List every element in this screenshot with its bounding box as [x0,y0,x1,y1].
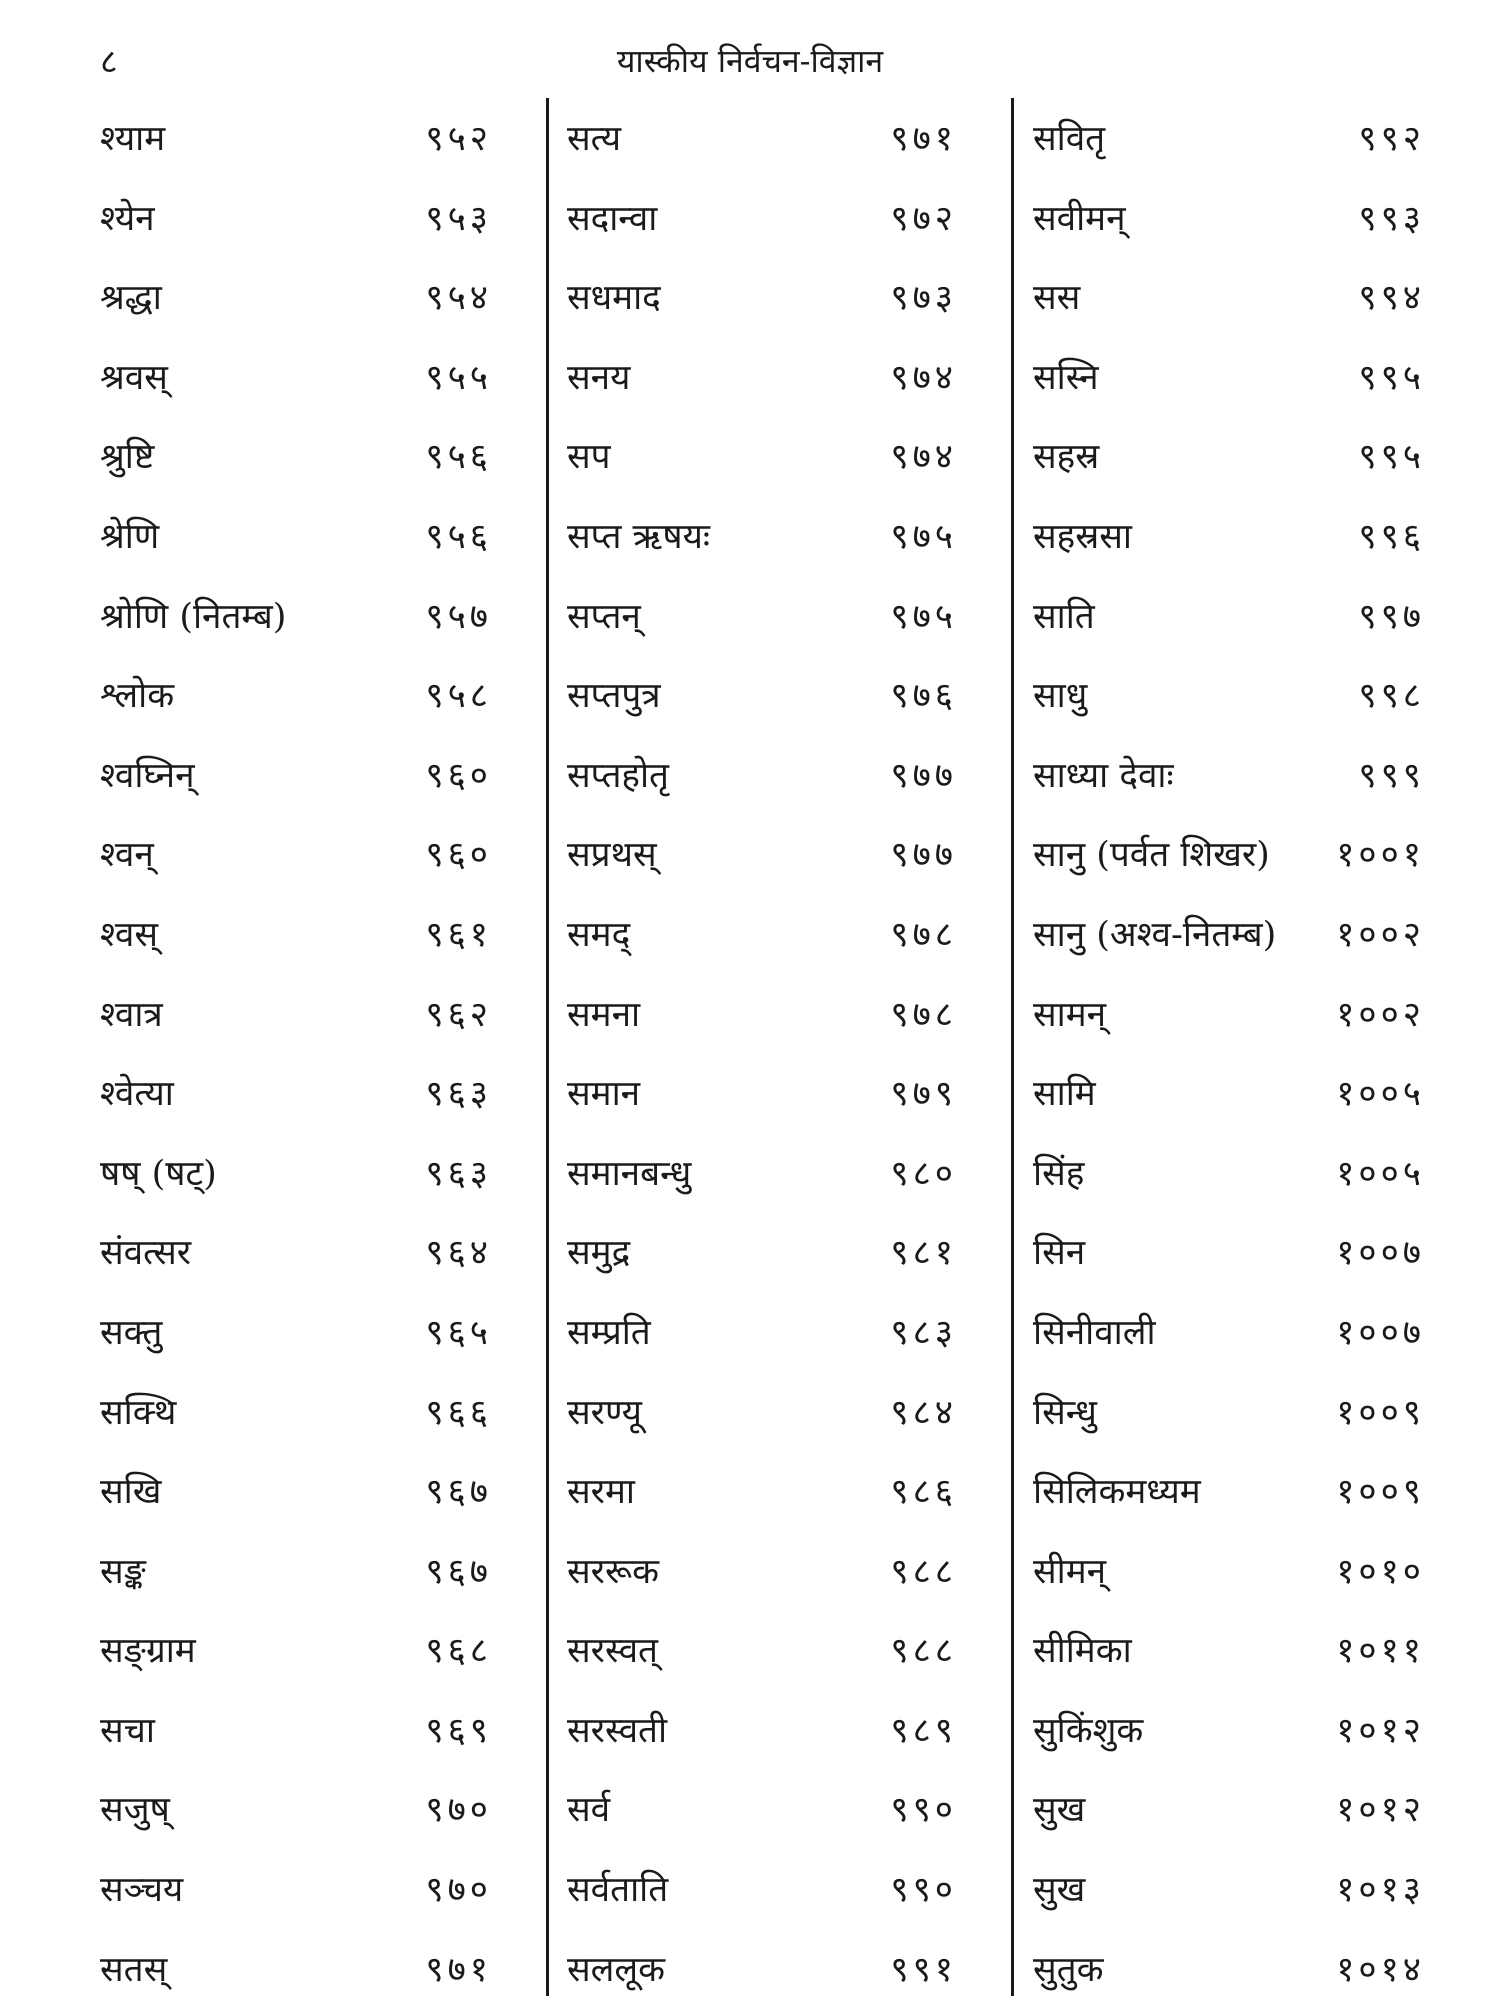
index-entry [100,1214,492,1294]
entry-term: सत्य [567,119,622,159]
index-entry [567,180,957,260]
entry-page-number: १०१२ [1336,1790,1425,1831]
index-entry [567,1294,957,1374]
index-entry [567,816,957,896]
index-entry [567,1931,957,2010]
column-divider-2 [1011,98,1014,1996]
entry-page-number: १०११ [1336,1631,1425,1672]
entry-page-number: ९९७ [1358,596,1425,637]
entry-page-number: ९७४ [890,437,957,478]
entry-page-number: १००५ [1336,1153,1425,1194]
entry-term: श्येन [100,198,155,239]
entry-page-number: ९७१ [425,1949,492,1990]
index-entry [1033,816,1425,896]
index-entry [100,1374,492,1454]
entry-term: समानबन्धु [567,1153,692,1194]
entry-page-number: ९७३ [890,278,957,319]
index-entry [567,1612,957,1692]
entry-term: संवत्सर [100,1233,192,1274]
entry-page-number: ९७९ [890,1074,957,1115]
entry-term: सञ्चय [100,1870,184,1911]
index-entry [100,1055,492,1135]
entry-page-number: ९६६ [425,1392,492,1433]
entry-page-number: १००९ [1336,1392,1425,1433]
entry-term: सस्नि [1033,357,1099,398]
entry-page-number: ९९३ [1358,198,1425,239]
entry-page-number: ९६३ [425,1074,492,1115]
entry-term: सुख [1033,1870,1086,1911]
index-entry [100,259,492,339]
entry-term: सामन् [1033,994,1107,1035]
entry-term: सीमिका [1033,1631,1132,1672]
entry-page-number: ९७५ [890,596,957,637]
index-entry [100,657,492,737]
entry-page-number: ९५७ [425,596,492,637]
entry-page-number: ९८० [890,1153,957,1194]
entry-term: सुख [1033,1790,1086,1831]
entry-term: सररूक [567,1551,660,1592]
entry-term: श्रुष्टि [100,437,155,478]
entry-term: श्याम [100,119,166,159]
index-entry [100,1453,492,1533]
entry-term: सखि [100,1472,162,1513]
entry-term: समना [567,994,641,1035]
index-column-3 [1033,100,1425,2010]
index-entry [567,657,957,737]
index-column-2 [567,100,957,2010]
entry-term: समद् [567,914,631,955]
entry-term: सजुष् [100,1790,170,1831]
entry-term: श्रद्धा [100,278,162,319]
index-entry [567,896,957,976]
entry-term: सरण्यू [567,1392,642,1433]
entry-page-number: ९९५ [1358,437,1425,478]
entry-term: श्वेत्या [100,1074,174,1115]
entry-term: साधु [1033,676,1088,717]
entry-page-number: ९७१ [890,119,957,159]
entry-page-number: ९५३ [425,198,492,239]
index-entry [100,1692,492,1772]
entry-page-number: ९६० [425,755,492,796]
index-entry [100,1533,492,1613]
index-entry [1033,1453,1425,1533]
entry-term: सप्त ऋषयः [567,516,710,557]
entry-page-number: ९६२ [425,994,492,1035]
entry-term: सीमन् [1033,1551,1107,1592]
entry-term: सचा [100,1710,155,1751]
running-title: यास्कीय निर्वचन-विज्ञान [616,42,884,80]
entry-page-number: ९८९ [890,1710,957,1751]
entry-term: साति [1033,596,1095,637]
index-entry [100,418,492,498]
index-entry [100,339,492,419]
entry-page-number: ९९४ [1358,278,1425,319]
entry-term: सप्तपुत्र [567,676,661,717]
entry-page-number: ९७७ [890,755,957,796]
entry-page-number: ९७० [425,1870,492,1911]
entry-term: सानु (अश्व-नितम्ब) [1033,914,1277,955]
index-entry [1033,1771,1425,1851]
entry-page-number: ९९२ [1358,119,1425,159]
entry-page-number: १०१० [1336,1551,1425,1592]
index-entry [567,1692,957,1772]
entry-page-number: ९९५ [1358,357,1425,398]
index-entry [100,498,492,578]
entry-term: सम्प्रति [567,1312,651,1353]
index-entry [1033,1692,1425,1772]
entry-page-number: ९९९ [1358,755,1425,796]
index-entry [100,100,492,180]
index-entry [1033,1851,1425,1931]
column-divider-1 [546,98,549,1996]
entry-page-number: ९६० [425,835,492,876]
entry-page-number: ९५६ [425,437,492,478]
index-entry [567,1533,957,1613]
entry-term: सरमा [567,1472,635,1513]
entry-page-number: १०१२ [1336,1710,1425,1751]
entry-term: सस [1033,278,1081,319]
entry-term: सहस्र [1033,437,1100,478]
index-entry [100,578,492,658]
entry-page-number: ९८८ [890,1551,957,1592]
entry-page-number: ९५८ [425,676,492,717]
entry-term: सिलिकमध्यम [1033,1472,1201,1513]
entry-page-number: ९५५ [425,357,492,398]
entry-page-number: १००१ [1336,835,1425,876]
index-entry [100,1851,492,1931]
index-column-1 [100,100,492,2010]
entry-term: सहस्रसा [1033,516,1132,557]
index-entry [1033,657,1425,737]
index-entry [100,1771,492,1851]
index-entry [567,737,957,817]
index-entry [1033,1533,1425,1613]
index-entry [1033,1612,1425,1692]
index-entry [567,1453,957,1533]
index-entry [1033,498,1425,578]
index-entry [100,1931,492,2010]
entry-page-number: ९७० [425,1790,492,1831]
index-entry [567,1214,957,1294]
page-number: ८ [100,42,118,82]
index-entry [100,1612,492,1692]
entry-term: श्लोक [100,676,175,717]
entry-page-number: ९६४ [425,1233,492,1274]
entry-term: श्वात्र [100,994,163,1035]
entry-page-number: ९९१ [890,1949,957,1990]
entry-term: समुद्र [567,1233,631,1274]
index-entry [567,1055,957,1135]
index-entry [100,180,492,260]
entry-page-number: ९६८ [425,1631,492,1672]
index-entry [1033,737,1425,817]
entry-page-number: ९६९ [425,1710,492,1751]
entry-page-number: ९९० [890,1870,957,1911]
entry-term: श्रोणि (नितम्ब) [100,596,287,637]
entry-term: सामि [1033,1074,1096,1115]
index-entry [567,339,957,419]
entry-term: श्रवस् [100,357,168,398]
entry-page-number: ९५२ [425,119,492,159]
index-entry [567,1374,957,1454]
index-entry [567,1771,957,1851]
entry-term: सानु (पर्वत शिखर) [1033,835,1270,876]
entry-term: सवितृ [1033,119,1106,159]
entry-page-number: ९८६ [890,1472,957,1513]
entry-term: सुकिंशुक [1033,1710,1144,1751]
index-entry [1033,1374,1425,1454]
entry-term: सप [567,437,611,478]
entry-term: सर्व [567,1790,611,1831]
index-entry [1033,1214,1425,1294]
entry-page-number: १०१४ [1336,1949,1425,1990]
entry-page-number: ९८१ [890,1233,957,1274]
entry-page-number: ९६३ [425,1153,492,1194]
entry-page-number: १००२ [1336,914,1425,955]
entry-term: सतस् [100,1949,168,1990]
entry-page-number: ९८३ [890,1312,957,1353]
index-entry [1033,180,1425,260]
entry-page-number: ९६५ [425,1312,492,1353]
index-entry [1033,578,1425,658]
index-entry [567,1851,957,1931]
index-entry [567,498,957,578]
entry-term: सवीमन् [1033,198,1126,239]
entry-page-number: ९७२ [890,198,957,239]
entry-term: श्वस् [100,914,158,955]
entry-term: सङ्ग्राम [100,1631,196,1672]
entry-term: साध्या देवाः [1033,755,1174,796]
index-entry [1033,976,1425,1056]
entry-term: सङ्क [100,1551,146,1592]
entry-term: सर्वताति [567,1870,669,1911]
entry-term: सप्तन् [567,596,641,637]
entry-term: समान [567,1074,641,1115]
entry-page-number: ९९६ [1358,516,1425,557]
index-entry [100,896,492,976]
entry-page-number: ९६७ [425,1472,492,1513]
index-entry [567,976,957,1056]
entry-term: सक्थि [100,1392,177,1433]
entry-term: सप्तहोतृ [567,755,669,796]
index-entry [567,418,957,498]
entry-page-number: ९७८ [890,914,957,955]
index-entry [1033,418,1425,498]
entry-page-number: ९९० [890,1790,957,1831]
index-entry [1033,1931,1425,2010]
entry-term: सनय [567,357,631,398]
index-entry [1033,259,1425,339]
index-entry [1033,100,1425,180]
index-entry [1033,1294,1425,1374]
index-entry [567,578,957,658]
entry-page-number: १००७ [1336,1312,1425,1353]
entry-term: सरस्वत् [567,1631,659,1672]
entry-page-number: ९७७ [890,835,957,876]
entry-page-number: ९७४ [890,357,957,398]
entry-term: सिन्धु [1033,1392,1097,1433]
index-entry [100,1294,492,1374]
entry-page-number: ९६१ [425,914,492,955]
index-entry [100,976,492,1056]
entry-term: सधमाद [567,278,661,319]
entry-page-number: १००७ [1336,1233,1425,1274]
index-entry [1033,1135,1425,1215]
entry-page-number: ९६७ [425,1551,492,1592]
entry-page-number: ९७५ [890,516,957,557]
entry-page-number: ९८८ [890,1631,957,1672]
entry-page-number: ९५४ [425,278,492,319]
entry-page-number: ९८४ [890,1392,957,1433]
index-entry [100,737,492,817]
entry-term: सदान्वा [567,198,658,239]
entry-term: सिन [1033,1233,1086,1274]
entry-page-number: ९९८ [1358,676,1425,717]
entry-page-number: १००९ [1336,1472,1425,1513]
entry-page-number: ९७८ [890,994,957,1035]
index-entry [100,1135,492,1215]
index-entry [1033,339,1425,419]
index-entry [100,816,492,896]
entry-term: श्वघ्निन् [100,755,195,796]
entry-term: षष् (षट्) [100,1153,217,1194]
entry-page-number: १००२ [1336,994,1425,1035]
index-entry [567,1135,957,1215]
entry-term: सिनीवाली [1033,1312,1156,1353]
entry-term: सिंह [1033,1153,1085,1194]
entry-term: सललूक [567,1949,666,1990]
entry-term: सरस्वती [567,1710,668,1751]
index-entry [567,100,957,180]
index-entry [1033,1055,1425,1135]
entry-term: सुतुक [1033,1949,1104,1990]
entry-page-number: १०१३ [1336,1870,1425,1911]
entry-term: सप्रथस् [567,835,657,876]
entry-term: सक्तु [100,1312,163,1353]
index-entry [1033,896,1425,976]
entry-term: श्वन् [100,835,154,876]
entry-page-number: १००५ [1336,1074,1425,1115]
entry-term: श्रेणि [100,516,160,557]
entry-page-number: ९५६ [425,516,492,557]
entry-page-number: ९७६ [890,676,957,717]
index-entry [567,259,957,339]
